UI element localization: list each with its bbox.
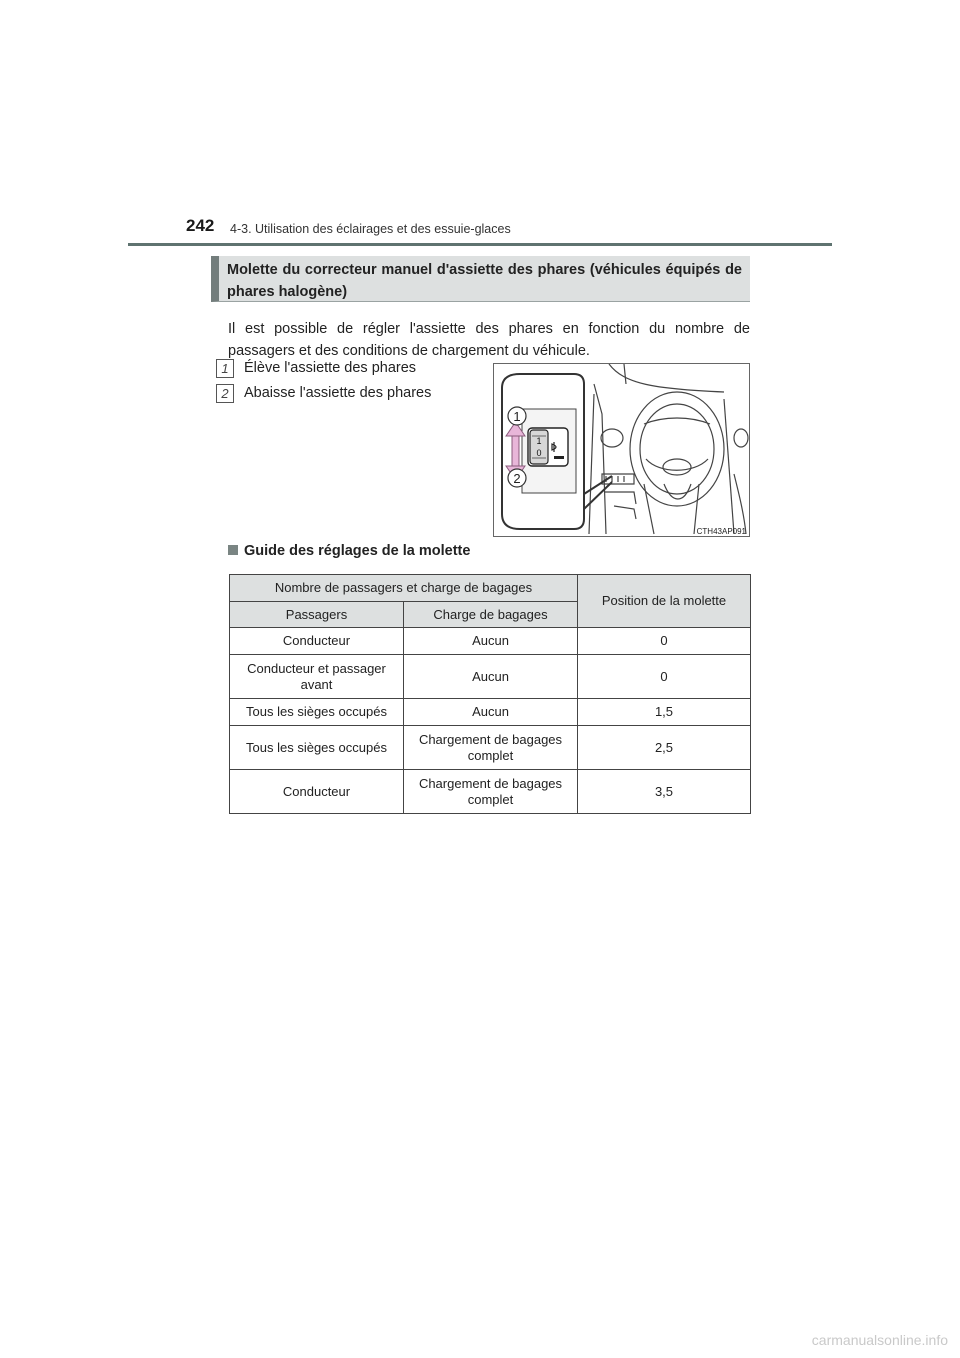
header-position: Position de la molette	[578, 575, 751, 628]
header-group: Nombre de passagers et charge de bagages	[230, 575, 578, 602]
legend-number: 1	[216, 359, 234, 378]
cell-passengers: Tous les sièges occupés	[230, 726, 404, 770]
figure-code: CTH43AP091	[696, 527, 746, 536]
watermark: carmanualsonline.info	[811, 1332, 948, 1348]
cell-position: 0	[578, 628, 751, 655]
table-row	[230, 770, 751, 814]
cell-luggage: Aucun	[404, 628, 578, 655]
legend-text: Abaisse l'assiette des phares	[244, 385, 432, 401]
legend-text: Élève l'assiette des phares	[244, 360, 417, 376]
intro-paragraph: Il est possible de régler l'assiette des phares en fonction du nombre de passagers et des conditions de chargement du véhicule.	[228, 321, 750, 359]
cell-passengers: Conducteur et passager avant	[230, 655, 404, 699]
header-rule	[128, 243, 832, 246]
settings-guide-table	[229, 574, 751, 814]
cell-position: 3,5	[578, 770, 751, 814]
page-number: 242	[186, 216, 215, 235]
dashboard-drawing	[494, 364, 749, 536]
table-row	[230, 628, 751, 655]
table-row	[230, 699, 751, 726]
square-bullet-icon	[228, 545, 238, 555]
dashboard-illustration	[493, 363, 750, 537]
guide-heading	[228, 543, 470, 559]
header-luggage: Charge de bagages	[404, 602, 578, 628]
cell-passengers: Conducteur	[230, 628, 404, 655]
header-passengers: Passagers	[230, 602, 404, 628]
cell-position: 1,5	[578, 699, 751, 726]
running-header: 4-3. Utilisation des éclairages et des essuie-glaces	[230, 222, 511, 236]
cell-passengers: Tous les sièges occupés	[230, 699, 404, 726]
table-row	[230, 655, 751, 699]
cell-luggage: Aucun	[404, 699, 578, 726]
dial-mark-0: 0	[536, 448, 542, 458]
dial-mark-1: 1	[536, 436, 542, 446]
cell-luggage: Aucun	[404, 655, 578, 699]
legend-number: 2	[216, 384, 234, 403]
callout-label: 2	[513, 471, 521, 486]
cell-position: 0	[578, 655, 751, 699]
cell-position: 2,5	[578, 726, 751, 770]
section-title: Molette du correcteur manuel d'assiette des phares (véhicules équipés de phares halogène)	[211, 256, 750, 302]
callout-label: 1	[513, 409, 521, 424]
cell-luggage: Chargement de bagages complet	[404, 726, 578, 770]
guide-heading-text: Guide des réglages de la molette	[244, 543, 471, 559]
cell-passengers: Conducteur	[230, 770, 404, 814]
table-row	[230, 726, 751, 770]
cell-luggage: Chargement de bagages complet	[404, 770, 578, 814]
